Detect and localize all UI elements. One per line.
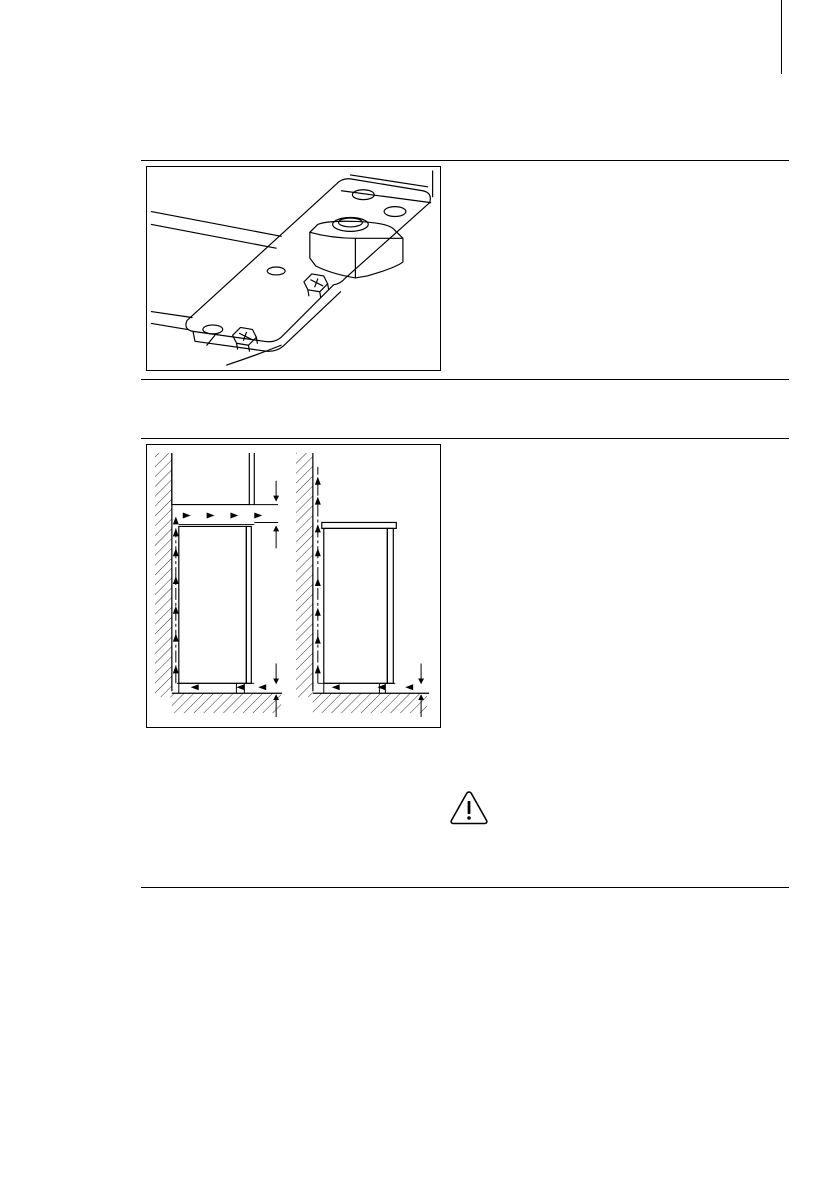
ventilation-diagram [147,445,440,727]
section-divider-4 [141,887,789,888]
built-in-installation [155,453,282,717]
section-divider-2 [141,379,789,380]
ventilation-diagram-figure [146,444,441,728]
crop-mark-top [781,0,782,74]
section-divider-3 [141,438,789,439]
freestanding-installation [296,453,429,717]
foot-adjustment-figure [146,166,441,371]
warning-triangle-icon [449,790,489,826]
foot-adjustment-illustration [147,167,440,370]
section-divider-1 [141,160,789,161]
